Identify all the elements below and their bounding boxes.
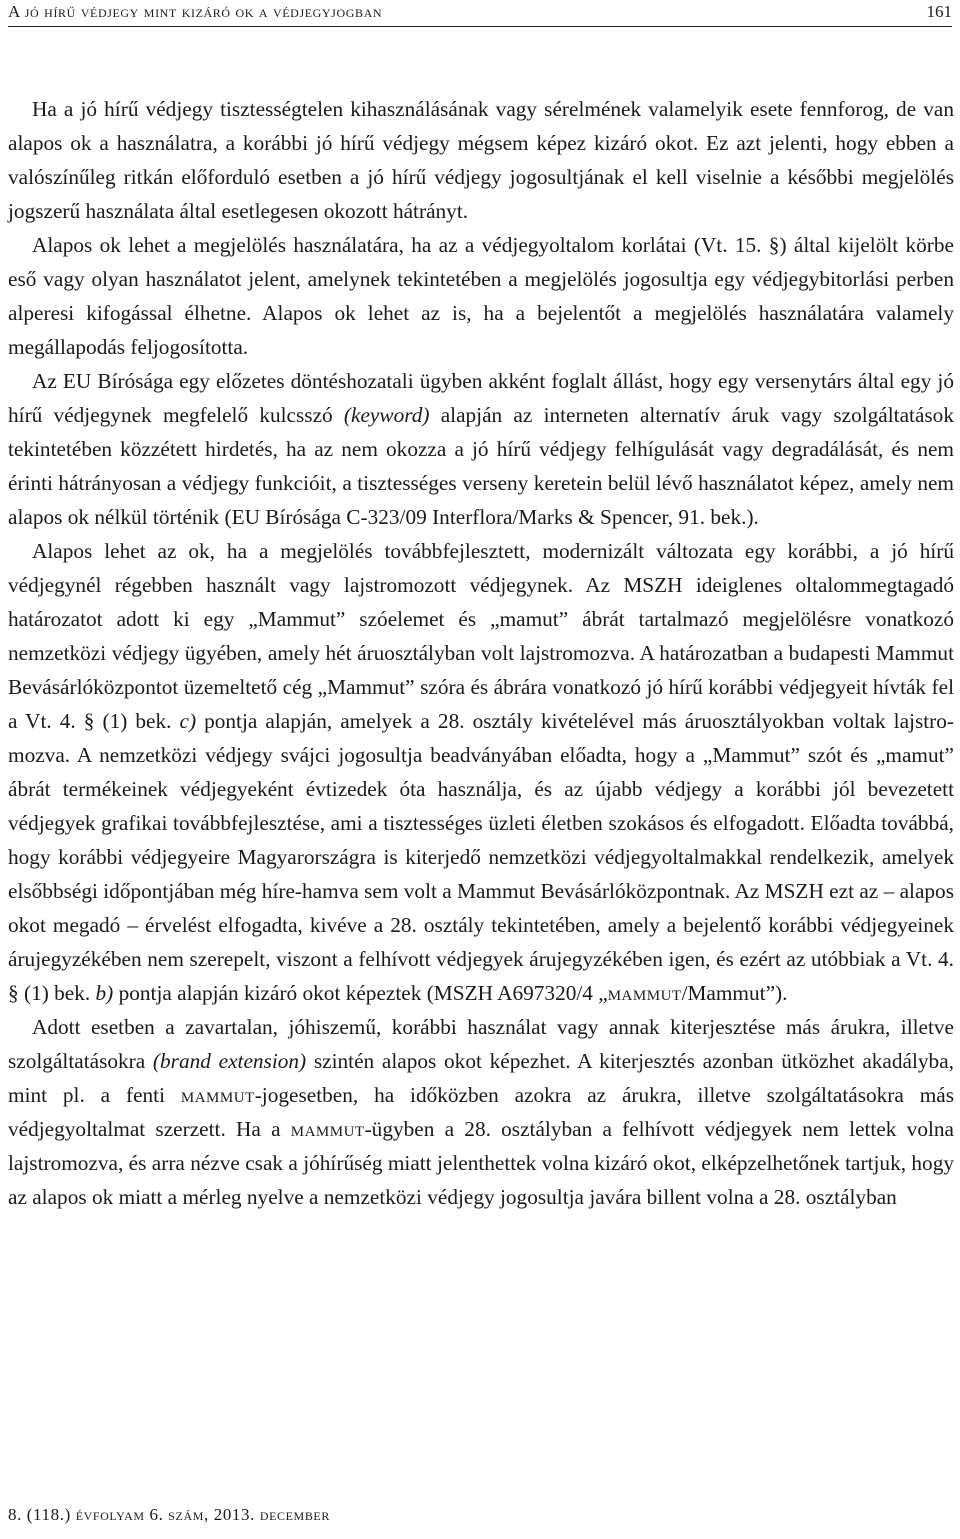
paragraph-5 bbox=[8, 1010, 954, 1214]
italic-term-keyword: (keyword) bbox=[343, 403, 430, 427]
paragraph-text: Ha a jó hírű védjegy tisztességtelen kihasználásának vagy sérelmének valamelyik esete fennforog, de van alapos ok a használatra, a korábbi jó hírű védjegy mégsem képez kizáró okot. Ez azt jelenti, hogy ebben a valószínűleg ritkán előforduló esetben a jó hírű védjegy jogosultjának el kell viselnie a későbbi megjelölés jogszerű használata által esetlegesen okozott hátrányt. bbox=[8, 97, 954, 223]
paragraph-text: Alapos ok lehet a megjelölés használatára, ha az a védjegyoltalom korlátai (Vt. 15. §) által kijelölt körbe eső vagy olyan használatot jelent, amelynek tekintetében a megjelölés jogosultja egy védjegybitorlási perben alperesi kifogással élhetne. Alapos ok lehet az is, ha a bejelentőt a megjelölés használatára valamely megállapodás feljogosította. bbox=[8, 233, 954, 359]
running-title: A jó hírű védjegy mint kizáró ok a védjegyjogban bbox=[8, 2, 383, 21]
paragraph-text: -ügyben a 28. osztályban a felhívott védjegyek nem lettek volna lajstromozva, és arra nézve csak a jóhírűség miatt jelenthettek volna kizáró okot, elképzelhetőnek tartjuk, hogy az alapos ok miatt a mérleg nyelve a nemzetközi védjegy jogosultja javára billent volna a 28. osztályban bbox=[8, 1117, 954, 1209]
italic-term-brand-extension: (brand extension) bbox=[152, 1049, 307, 1073]
paragraph-text: Alapos lehet az ok, ha a megjelölés továbbfejlesztett, modernizált változata egy korábbi, a jó hírű védjegynél régebben használt vagy lajstromozott védjegynek. Az MSZH ideiglenes oltalommegtagadó határozatot adott ki egy „Mammut” szóelemet és „mamut” ábrát tartalmazó megjelölésre vonatkozó nemzetközi védjegy ügyében, amely hét áruosztályban volt lajstromozva. A határozatban a budapesti Mammut Bevásárlóközpontot üzemeltető cég „Mammut” szóra és ábrára vonatkozó jó hírű korábbi védjegyeit hívták fel a Vt. 4. § (1) bek. bbox=[8, 539, 954, 733]
italic-point-b: b) bbox=[95, 981, 114, 1005]
page-header bbox=[8, 2, 952, 27]
paragraph-text: pontja alapján, amelyek a 28. osztály kivételével más áruosztályokban voltak lajstromozva. A nemzetközi védjegy svájci jogosultja beadványában előadta, hogy a „Mammut” szót és „mamut” ábrát termékeinek védjegyeként évtizedek óta használja, és az újabb védjegy a korábbi jól bevezetett védjegyek grafikai továbbfejlesztése, ami a tisztességes üzleti életben szokásos és elfogadott. Előadta továbbá, hogy korábbi védjegyeire Magyarországra is kiterjedő nemzetközi védjegyoltalmakkal rendelkezik, amelyek elsőbbségi időpontjában még híre-hamva sem volt a Mammut Bevásárlóközpontnak. Az MSZH ezt az – alapos okot megadó – érvelést elfogadta, kivéve a 28. osztály tekintetében, amely a bejelentő korábbi védjegyeinek árujegyzékében nem szerepelt, viszont a felhívott védjegyek árujegyzékében igen, és ezért az utóbbiak a Vt. 4. § (1) bek. bbox=[8, 709, 954, 1005]
smallcaps-mammut: mammut bbox=[607, 981, 682, 1005]
paragraph-text: alapján az interneten alternatív áruk vagy szolgáltatások tekintetében közzétett hirdetés, ha az nem okozza a jó hírű védjegy felhígulását vagy degradálását, és nem érinti hátrányosan a védjegy funkcióit, a tisztességes verseny keretein belül lévő használatot képez, amely nem alapos ok nélkül történik (EU Bírósága C-323/09 Interflora/Marks & Spencer, 91. bek.). bbox=[8, 403, 954, 529]
paragraph-2 bbox=[8, 228, 954, 364]
paragraph-3 bbox=[8, 364, 954, 534]
paragraph-text: -jogesetben, ha időközben azokra az árukra, illetve szolgáltatásokra más védjegyoltalmat szerzett. Ha a bbox=[8, 1083, 954, 1141]
smallcaps-mammut: mammut bbox=[290, 1117, 365, 1141]
paragraph-text: pontja alapján kizáró okot képeztek (MSZH A697320/4 „ bbox=[113, 981, 608, 1005]
paragraph-1 bbox=[8, 92, 954, 228]
italic-point-c: c) bbox=[179, 709, 197, 733]
paragraph-text: Az EU Bírósága egy előzetes döntéshozatali ügyben akként foglalt állást, hogy egy versenytárs által egy jó hírű védjegynek megfelelő kulcsszó bbox=[8, 369, 954, 427]
paragraph-text: /Mammut”). bbox=[681, 981, 788, 1005]
paragraph-4 bbox=[8, 534, 954, 1010]
paragraph-text: szintén alapos okot képezhet. A kiterjesztés azonban ütközhet akadályba, mint pl. a fenti bbox=[8, 1049, 954, 1107]
page-number: 161 bbox=[926, 2, 952, 21]
paragraph-text: Adott esetben a zavartalan, jóhiszemű, korábbi használat vagy annak kiterjesztése más árukra, illetve szolgáltatásokra bbox=[8, 1015, 954, 1073]
issue-info: 8. (118.) évfolyam 6. szám, 2013. december bbox=[8, 1505, 330, 1524]
page-footer bbox=[8, 1505, 330, 1525]
smallcaps-mammut: mammut bbox=[180, 1083, 255, 1107]
body-text bbox=[8, 92, 954, 1214]
